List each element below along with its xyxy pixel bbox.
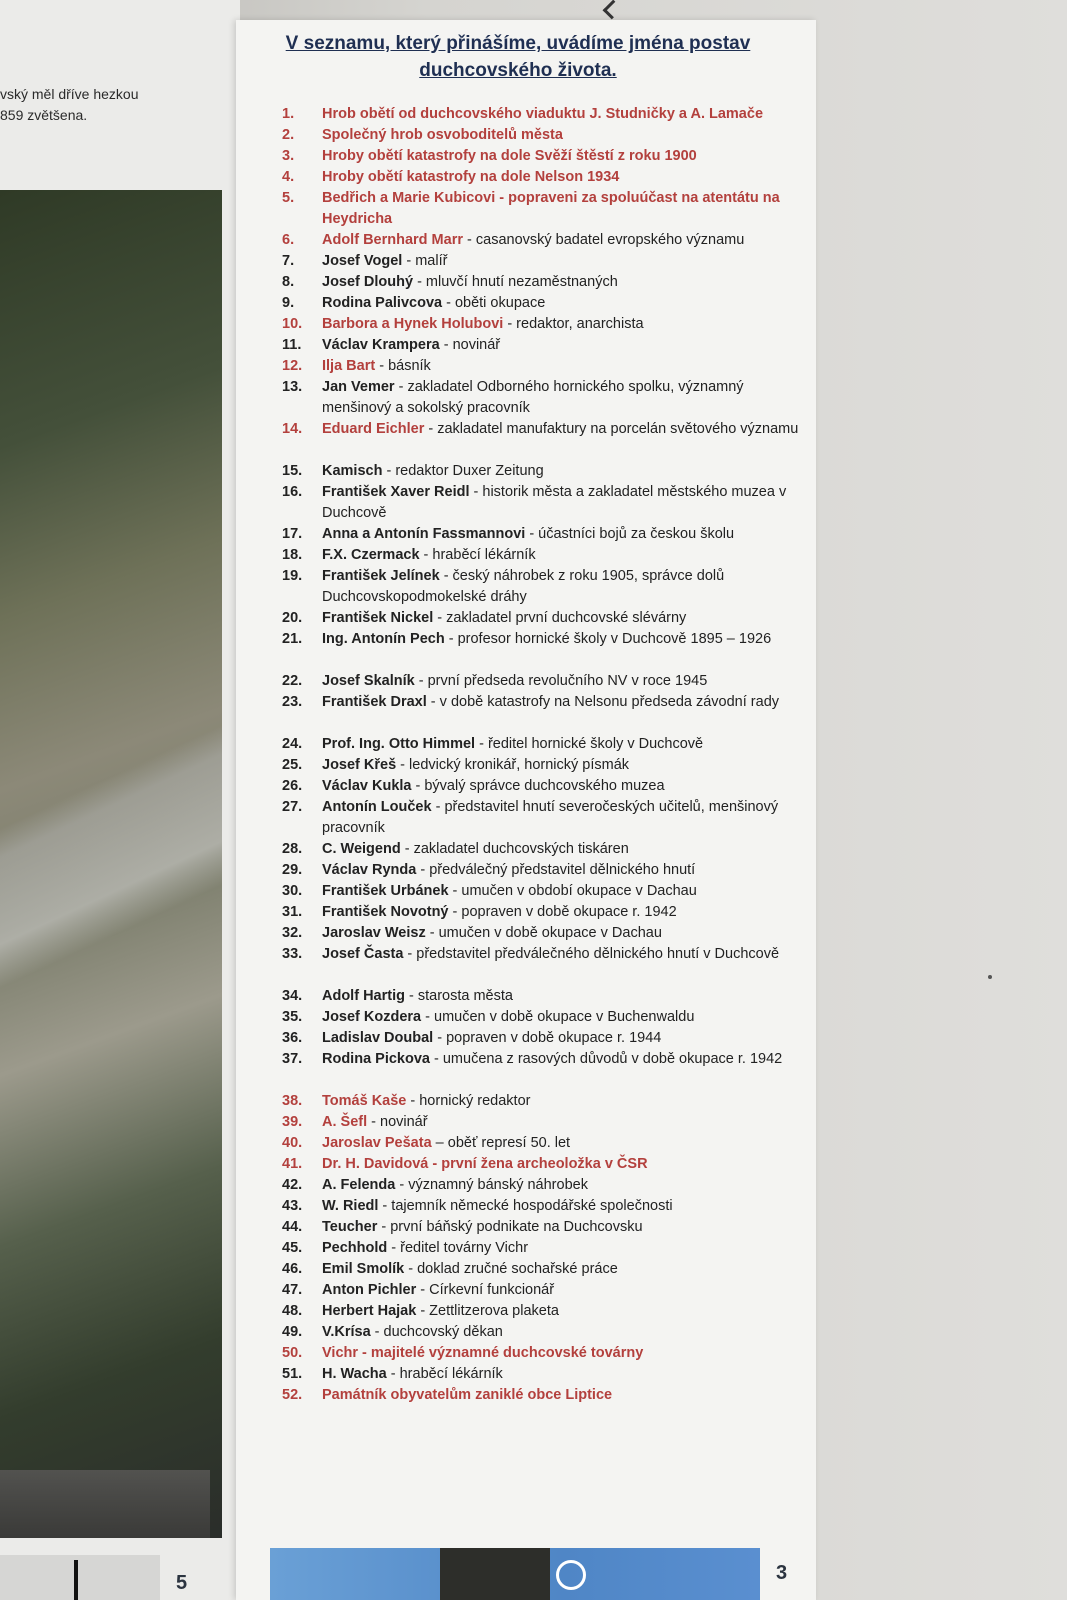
list-item-name: Josef Křeš <box>322 757 397 773</box>
list-item-description: - první báňský podnikate na Duchcovsku <box>377 1219 643 1235</box>
list-item-name: František Draxl <box>322 694 427 710</box>
list-item-description: - hraběcí lékárník <box>419 547 536 563</box>
list-item-description: - starosta města <box>404 988 513 1004</box>
list-item-name: Josef Časta <box>322 946 404 962</box>
list-item-description: - bývalý správce duchcovského muzea <box>411 778 665 794</box>
list-item <box>270 1238 810 1259</box>
list-item-name: Vichr - majitelé významné duchcovské továrny <box>322 1345 644 1361</box>
list-item-number: 10. <box>282 316 303 332</box>
emblem-icon <box>556 1560 586 1590</box>
list-item <box>270 230 810 251</box>
list-item-description: - novinář <box>367 1114 428 1130</box>
list-item <box>270 1280 810 1301</box>
list-item <box>270 1322 810 1343</box>
left-caption-line: 859 zvětšena. <box>0 107 88 123</box>
list-item-name: Společný hrob osvoboditelů města <box>322 127 563 143</box>
list-item-description: - popraven v době okupace r. 1942 <box>448 904 677 920</box>
list-item-name: Teucher <box>322 1219 378 1235</box>
list-item-name: Adolf Hartig <box>322 988 405 1004</box>
list-item-description: - casanovský badatel evropského významu <box>463 232 745 248</box>
list-item <box>270 1259 810 1280</box>
page-number-left: 5 <box>176 1572 188 1594</box>
list-item-name: Eduard Eichler <box>322 421 425 437</box>
list-item-number: 48. <box>282 1303 303 1319</box>
left-caption-line: vský měl dříve hezkou <box>0 86 139 102</box>
list-item-name: Jan Vemer <box>322 379 395 395</box>
list-item-name: František Urbánek <box>322 883 449 899</box>
list-item-number: 15. <box>282 463 303 479</box>
list-item-description: - významný bánský náhrobek <box>395 1177 588 1193</box>
page-number-right: 3 <box>776 1562 788 1584</box>
list-item <box>270 839 810 860</box>
list-item <box>270 902 810 923</box>
list-item-number: 41. <box>282 1156 303 1172</box>
list-item-name: František Jelínek <box>322 568 440 584</box>
list-item-name: Antonín Louček <box>322 799 432 815</box>
list-item <box>270 881 810 902</box>
list-item-name: Václav Rynda <box>322 862 417 878</box>
list-item-description: - duchcovský děkan <box>370 1324 503 1340</box>
list-item-description: - doklad zručné sochařské práce <box>404 1261 618 1277</box>
list-item-description: - hraběcí lékárník <box>386 1366 503 1382</box>
list-item <box>270 1217 810 1238</box>
left-bottom-photo-pole <box>74 1560 78 1600</box>
list-item-number: 17. <box>282 526 303 542</box>
list-item <box>270 608 810 629</box>
list-item <box>270 419 810 461</box>
list-item <box>270 356 810 377</box>
list-item-name: Památník obyvatelům zaniklé obce Liptice <box>322 1387 613 1403</box>
list-item-description: - v době katastrofy na Nelsonu předseda závodní rady <box>426 694 780 710</box>
list-item-name: Barbora a Hynek Holubovi <box>322 316 504 332</box>
list-item <box>270 776 810 797</box>
list-item-number: 21. <box>282 631 303 647</box>
list-item <box>270 545 810 566</box>
list-item-number: 46. <box>282 1261 303 1277</box>
list-item-number: 34. <box>282 988 303 1004</box>
list-item-name: Bedřich a Marie Kubicovi - popraveni za spoluúčast na atentátu na Heydricha <box>322 190 780 227</box>
list-item-number: 22. <box>282 673 303 689</box>
list-item-number: 36. <box>282 1030 303 1046</box>
list-item-number: 43. <box>282 1198 303 1214</box>
list-item <box>270 1364 810 1385</box>
list-item-name: Tomáš Kaše <box>322 1093 407 1109</box>
list-item-number: 6. <box>282 232 295 248</box>
list-item <box>270 860 810 881</box>
list-item-description: - zakladatel první duchcovské slévárny <box>433 610 687 626</box>
list-item-number: 5. <box>282 190 295 206</box>
list-item-number: 51. <box>282 1366 303 1382</box>
list-item-name: Ilja Bart <box>322 358 376 374</box>
list-item-description: - Církevní funkcionář <box>416 1282 555 1298</box>
title-line: V seznamu, který přinášíme, uvádíme jména postav <box>285 33 751 54</box>
list-item-description: - oběti okupace <box>442 295 546 311</box>
list-item-description: - zakladatel duchcovských tiskáren <box>400 841 629 857</box>
list-item <box>270 671 810 692</box>
list-item-number: 31. <box>282 904 303 920</box>
list-item-number: 24. <box>282 736 303 752</box>
title-line: duchcovského života. <box>419 60 617 81</box>
list-item-number: 39. <box>282 1114 303 1130</box>
list-item <box>270 125 810 146</box>
list-item <box>270 461 810 482</box>
list-item <box>270 1385 810 1406</box>
list-item-description: - tajemník německé hospodářské společnosti <box>378 1198 673 1214</box>
list-item-description: - umučen v době okupace v Dachau <box>425 925 662 941</box>
list-item-name: Václav Krampera <box>322 337 440 353</box>
list-item-number: 47. <box>282 1282 303 1298</box>
list-item-name: Anna a Antonín Fassmannovi <box>322 526 526 542</box>
list-item-number: 1. <box>282 106 295 122</box>
list-item-number: 4. <box>282 169 295 185</box>
list-item <box>270 629 810 671</box>
list-item-description: - malíř <box>402 253 448 269</box>
list-title <box>248 30 788 84</box>
list-item-number: 28. <box>282 841 303 857</box>
list-item-number: 52. <box>282 1387 303 1403</box>
list-item-number: 19. <box>282 568 303 584</box>
list-item-description: - novinář <box>439 337 501 353</box>
list-item <box>270 797 810 839</box>
list-item-name: Herbert Hajak <box>322 1303 417 1319</box>
list-item-number: 45. <box>282 1240 303 1256</box>
list-item <box>270 1028 810 1049</box>
list-item-name: Ing. Antonín Pech <box>322 631 445 647</box>
list-item-number: 12. <box>282 358 303 374</box>
list-item-name: A. Felenda <box>322 1177 396 1193</box>
list-item-number: 3. <box>282 148 295 164</box>
list-item-number: 40. <box>282 1135 303 1151</box>
list-item <box>270 755 810 776</box>
list-item-description: - hornický redaktor <box>406 1093 531 1109</box>
list-item-description: - zakladatel Odborného hornického spolku, významný menšinový a sokolský pracovník <box>322 379 744 416</box>
names-list <box>270 104 810 1406</box>
list-item <box>270 1175 810 1196</box>
list-item-name: A. Šefl <box>322 1114 368 1130</box>
list-item-number: 27. <box>282 799 303 815</box>
list-item <box>270 335 810 356</box>
list-item-name: Dr. H. Davidová - první žena archeoložka v ČSR <box>322 1156 648 1172</box>
list-item <box>270 986 810 1007</box>
list-item-number: 16. <box>282 484 303 500</box>
list-item-name: Adolf Bernhard Marr <box>322 232 463 248</box>
list-item <box>270 1343 810 1364</box>
list-item-number: 20. <box>282 610 303 626</box>
list-item <box>270 923 810 944</box>
list-item-number: 7. <box>282 253 295 269</box>
list-item-name: Hrob obětí od duchcovského viaduktu J. Studničky a A. Lamače <box>322 106 764 122</box>
list-item-description: - český náhrobek z roku 1905, správce dolů Duchcovskopodmokelské dráhy <box>322 568 725 605</box>
list-item-number: 11. <box>282 337 302 353</box>
list-item-description: - zakladatel manufaktury na porcelán světového významu <box>424 421 799 437</box>
list-item-name: V.Krísa <box>322 1324 371 1340</box>
list-item-description: - umučena z rasových důvodů v době okupace r. 1942 <box>429 1051 783 1067</box>
list-item-name: Josef Dlouhý <box>322 274 414 290</box>
list-item-description: - ředitel továrny Vichr <box>387 1240 529 1256</box>
list-item-name: Jaroslav Pešata <box>322 1135 432 1151</box>
list-item-number: 29. <box>282 862 303 878</box>
list-item-number: 25. <box>282 757 303 773</box>
list-item <box>270 251 810 272</box>
list-item <box>270 944 810 986</box>
list-item <box>270 1196 810 1217</box>
list-item-number: 32. <box>282 925 303 941</box>
list-item-description: - mluvčí hnutí nezaměstnaných <box>413 274 618 290</box>
list-item-name: Rodina Pickova <box>322 1051 430 1067</box>
list-item <box>270 167 810 188</box>
list-item-number: 44. <box>282 1219 303 1235</box>
list-item-number: 35. <box>282 1009 303 1025</box>
list-item-description: - redaktor, anarchista <box>503 316 644 332</box>
list-item-name: František Nickel <box>322 610 434 626</box>
list-item-description: – oběť represí 50. let <box>431 1135 571 1151</box>
list-item-number: 30. <box>282 883 303 899</box>
wall-speck <box>988 975 992 979</box>
list-item-name: Václav Kukla <box>322 778 412 794</box>
left-bottom-photo <box>0 1555 160 1600</box>
list-item-name: Jaroslav Weisz <box>322 925 426 941</box>
left-caption <box>0 84 200 126</box>
list-item-description: - první předseda revolučního NV v roce 1945 <box>414 673 708 689</box>
list-item <box>270 104 810 125</box>
list-item-name: Ladislav Doubal <box>322 1030 434 1046</box>
list-item-number: 38. <box>282 1093 303 1109</box>
list-item-description: - umučen v období okupace v Dachau <box>448 883 697 899</box>
list-item <box>270 1007 810 1028</box>
list-item-number: 13. <box>282 379 303 395</box>
list-item-number: 33. <box>282 946 303 962</box>
list-item <box>270 146 810 167</box>
bottom-photo-tree <box>440 1548 550 1600</box>
list-item <box>270 1301 810 1322</box>
list-item <box>270 293 810 314</box>
list-item-name: Prof. Ing. Otto Himmel <box>322 736 476 752</box>
list-item <box>270 524 810 545</box>
list-item-description: - představitel předválečného dělnického hnutí v Duchcově <box>403 946 780 962</box>
list-item <box>270 1133 810 1154</box>
list-item-name: H. Wacha <box>322 1366 387 1382</box>
list-item <box>270 1091 810 1112</box>
list-item-description: - ledvický kronikář, hornický písmák <box>396 757 630 773</box>
list-item-description: - umučen v době okupace v Buchenwaldu <box>421 1009 695 1025</box>
list-item-description: - ředitel hornické školy v Duchcově <box>475 736 704 752</box>
list-item-name: C. Weigend <box>322 841 401 857</box>
list-item-description: - představitel hnutí severočeských učitelů, menšinový pracovník <box>322 799 779 836</box>
list-item-name: Kamisch <box>322 463 383 479</box>
list-item-description: - účastníci bojů za českou školu <box>525 526 735 542</box>
list-item-number: 2. <box>282 127 295 143</box>
list-item-description: - redaktor Duxer Zeitung <box>382 463 544 479</box>
list-item <box>270 566 810 608</box>
list-item-number: 42. <box>282 1177 303 1193</box>
list-item <box>270 314 810 335</box>
list-item-name: Hroby obětí katastrofy na dole Nelson 1934 <box>322 169 620 185</box>
list-item-number: 23. <box>282 694 303 710</box>
list-item-name: Josef Vogel <box>322 253 403 269</box>
list-item-description: - Zettlitzerova plaketa <box>416 1303 559 1319</box>
list-item-description: - popraven v době okupace r. 1944 <box>433 1030 662 1046</box>
list-item <box>270 1112 810 1133</box>
list-item-name: František Novotný <box>322 904 449 920</box>
aerial-road <box>0 1470 210 1538</box>
list-item <box>270 1154 810 1175</box>
list-item-name: F.X. Czermack <box>322 547 420 563</box>
list-item <box>270 188 810 230</box>
list-item <box>270 482 810 524</box>
list-item <box>270 1049 810 1091</box>
list-item-number: 18. <box>282 547 303 563</box>
list-item <box>270 734 810 755</box>
list-item-name: Josef Skalník <box>322 673 415 689</box>
aerial-photo <box>0 190 222 1538</box>
list-item-name: W. Riedl <box>322 1198 379 1214</box>
list-item <box>270 272 810 293</box>
list-item-name: Pechhold <box>322 1240 388 1256</box>
list-item-number: 14. <box>282 421 303 437</box>
list-item-description: - básník <box>375 358 431 374</box>
list-item-name: Emil Smolík <box>322 1261 405 1277</box>
list-item-name: Josef Kozdera <box>322 1009 422 1025</box>
list-item <box>270 377 810 419</box>
list-item-number: 37. <box>282 1051 303 1067</box>
list-item-number: 8. <box>282 274 295 290</box>
list-item-number: 26. <box>282 778 303 794</box>
list-item-name: Hroby obětí katastrofy na dole Svěží štěstí z roku 1900 <box>322 148 697 164</box>
list-item-name: Rodina Palivcova <box>322 295 443 311</box>
list-item-number: 50. <box>282 1345 303 1361</box>
list-item-name: František Xaver Reidl <box>322 484 470 500</box>
list-item-description: - profesor hornické školy v Duchcově 1895 – 1926 <box>444 631 772 647</box>
list-item-number: 9. <box>282 295 295 311</box>
list-item <box>270 692 810 734</box>
list-item-name: Anton Pichler <box>322 1282 417 1298</box>
list-item-description: - historik města a zakladatel městského muzea v Duchcově <box>322 484 787 521</box>
list-item-description: - předválečný představitel dělnického hnutí <box>416 862 696 878</box>
list-item-number: 49. <box>282 1324 303 1340</box>
